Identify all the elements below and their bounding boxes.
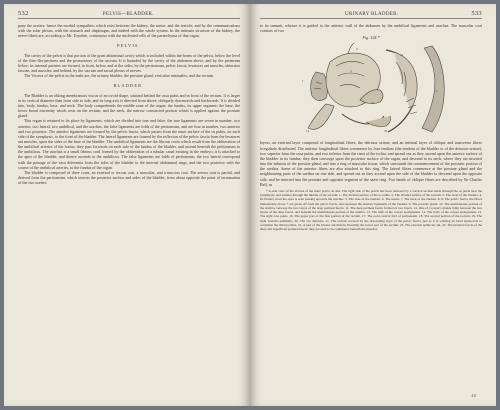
- figure-number-1: 1: [302, 79, 304, 84]
- right-page-header: [260, 10, 482, 19]
- left-page-text: [18, 23, 240, 185]
- figure-number-16: 16: [400, 53, 404, 58]
- intro-paragraph: pany the ureters: hence the morbid sympathies which exist between the kidney, the ureter, and the testicle; and by the communications with the solar plexus, with the stomach and diaphragm, and indeed with the whole system. In the intimate structure of the kidney, the nerve-fibres are, according to Mr. Toynbee, continuous with the nucleated cells of the parenchyma of that organ.: [18, 23, 240, 39]
- bladder-heading: BLADDER.: [113, 83, 145, 89]
- pelvis-heading: PELVIS.: [117, 43, 141, 49]
- left-running-title: PELVIS—BLADDER.: [102, 12, 154, 17]
- bladder-paragraph-3: The bladder is composed of three coats, an external or serous coat, a muscular, and a mucous coat. The serous coat is partial, and derived from the peritoneum, which invests the posterior surface and sides of the bladder, from about opposite the point of termination of the two ureters: [18, 169, 240, 186]
- right-running-title: URINARY BLADDER.: [345, 12, 399, 17]
- figure-number-2: 2: [436, 89, 438, 94]
- pelvic-viscera-illustration: [296, 42, 446, 138]
- figure-number-9: 9: [372, 101, 374, 106]
- figure-number-23: 23: [384, 129, 388, 134]
- figure-number-3: 3: [350, 69, 352, 74]
- signature-mark: 4 0: [471, 394, 476, 398]
- top-paragraph: to its summit, whence it is guided to the anterior wall of the abdomen by the umbilical ligaments and urachus. The muscular coat consists of two: [260, 23, 482, 34]
- figure-footnote: [260, 189, 482, 232]
- figure-number-4: 4: [356, 47, 358, 52]
- right-page: [250, 4, 496, 406]
- bladder-paragraph-1: The Bladder is an oblong membranous viscus of an ovoid shape, situated behind the ossa pubis and in front of the rectum. It is larger in its vertical diameter than from side to side; and its long axis is directed from above, obliquely downwards and backwards. It is divided into, body, fundus, base, and neck. The body comprehends the middle zone of the organ; the fundus, its upper segment; the base, the lower broad extremity which rests on the rectum; and the neck, the narrow constricted portion which is applied against the prostate gland.: [18, 92, 240, 119]
- pelvis-paragraph-1: The cavity of the pelvis is that portion of the great abdominal cavity which is included within the bones of the pelvis, below the level of the ilieo-ilio-pectinea and the promontory of the sacrum. It is bounded by the cavity of the abdomen above, and by the perineum below; its internal parietes are formed, in front, below, and at the sides, by the peritoneum, pelvic fascia, levatores ani muscles, obturator fasciae, and muscles; and behind, by the sacrum and sacral plexus of nerves.: [18, 52, 240, 74]
- figure-number-14: 14: [306, 129, 310, 134]
- left-page-header: [18, 10, 240, 19]
- right-page-number: 533: [471, 10, 482, 17]
- left-page: [4, 4, 250, 406]
- right-page-text: [260, 23, 482, 231]
- footnote-paragraph: * A side view of the viscera of the male pelvis, in situ. The right side of the pelvis has been removed by a vertical section made through the os pubis near the symphysis; and another through the middle of the sacrum. 1. The divided surface of the os pubis. 2. The divided surface of the sacrum. 3. The body of the bladder. 4. Its fundus; from the apex is seen passing upwards the urachus. 5. The base of the bladder. 6. The ureter. 7. The neck of the bladder. 8, 8. The pelvic fascia; the fibres immediately above 7 are given off from the pelvic fascia, and represent the anterior ligaments of the bladder. 9. The prostate gland. 10. The membranous portion of the urethra, between the two layers of the deep perineal fascia. 11. The deep perineal fascia formed of two layers. 12. One of Cowper's glands lying between the two layers of the deep fascia, and beneath the membranous portion of the urethra. 13. The bulb of the corpus spongiosum. 14. The body of the corpus spongiosum. 15. The right crus penis. 16. The upper part of the first portion of the rectum. 17. The recto-vesical fold of peritoneum. 18. The second portion of the rectum. 19. The right vesicula seminalis. 20. The vas deferens. 21. The rectum covered by the descending layer of the pelvic fascia, just as it is winding its bend backwards to constitute the third portion. 22. A part of the levator ani muscle investing the lower part of the rectum. 23. The external sphincter ani. 24. The inverted fascia of the deep and superficial perineal fascia: they are seen to be continuous beneath the muscles.: [260, 188, 482, 232]
- right-body-paragraph: layers, an external layer composed of longitudinal fibres, the detrusor urinae; and an internal layer of oblique and transverse fibres irregularly distributed. The anterior longitudinal fibres commence by four tendons (the tendons of the bladder or of the detrusor urinae), two superior from the ossa pubis, and two inferior from the rami of the ischia, and spread out as they ascend upon the anterior surface of the bladder to its fundus; they then converge upon the posterior surface of the organ, and descend to its neck, where they are inserted into the isthmus of the prostate gland, and into a ring of muscular tissue, which surrounds the commencement of the prostatic portion of the urethra. Some of the anterior fibres are also attached to this ring. The lateral fibres commence at the prostate gland and the neighbouring parts of the urethra on one side, and spread out as they ascend upon the side of the bladder to descend upon the opposite side, and be inserted into the prostate and opposite segment of the same ring. Two bands of oblique fibres are described by Sir Charles Bell, as: [260, 140, 482, 187]
- pelvis-paragraph-2: The Viscera of the pelvis in the male are, the urinary bladder, the prostate gland, vesiculae seminales, and the rectum.: [24, 73, 214, 79]
- book-spread: [4, 4, 496, 406]
- figure-label: Fig. 324.*: [362, 35, 380, 41]
- left-page-number: 532: [18, 10, 29, 17]
- bladder-paragraph-2: This organ is retained in its place by ligaments, which are divided into true and false; the true ligaments are seven in number, two anterior, two lateral, two umbilical, and the urachus; the false ligaments are folds of the peritoneum, and are four in number, two anterior and two posterior. The anterior ligaments are formed by the pelvic fascia, which passes from the inner surface of the os pubis, on each side of the symphysis, to the front of the bladder. The lateral ligaments are formed by the reflexion of the pelvic fascia from the levatores ani muscles, upon the sides of the base of the bladder. The umbilical ligaments are the fibrous cords which result from the obliteration of the umbilical arteries of the foetus; they pass forwards on each side of the fundus of the bladder, and ascend beneath the peritoneum to the umbilicus. The urachus is a small fibrous cord formed by the obliteration of a tubular canal existing in the embryo; it is attached to the apex of the bladder, and thence ascends to the umbilicus. The false ligaments are folds of peritoneum; the two lateral correspond with the passage of the vasa deferentia from the sides of the bladder to the internal abdominal rings, and the two posterior with the course of the umbilical arteries, to the fundus of the organ.: [18, 118, 240, 170]
